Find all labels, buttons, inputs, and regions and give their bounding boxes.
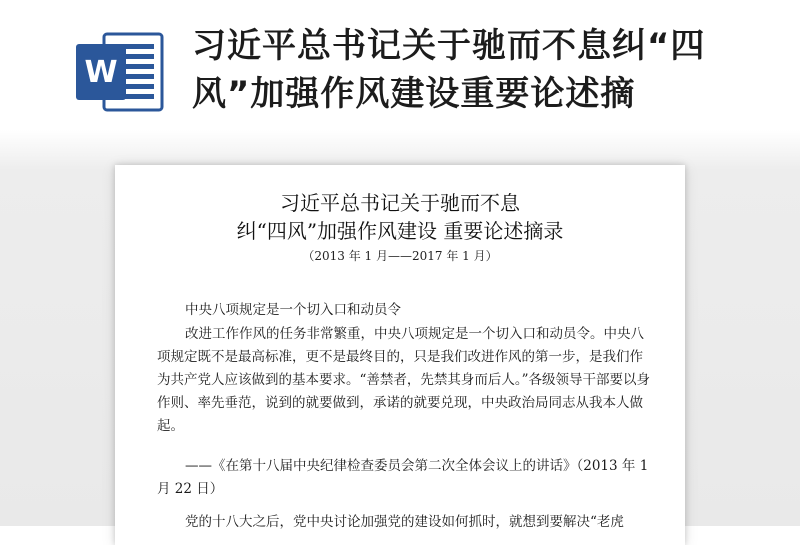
- section-heading: 中央八项规定是一个切入口和动员令: [185, 302, 401, 318]
- paragraph-1: 改进工作作风的任务非常繁重，中央八项规定是一个切入口和动员令。中央八项规定既不是最高标准，更不是最终目的，只是我们改进作风的第一步，是我们作为共产党人应该做到的基本要求。“善禁者，先禁其身而后人。”各级领导干部要以身作则、率先垂范，说到的就要做到，承诺的就要兑现，中央政治局同志从我本人做起。: [157, 326, 651, 434]
- document-file-title: 习近平总书记关于驰而不息纠“四风”加强作风建设重要论述摘: [192, 26, 706, 114]
- document-title-line-2: 纠“四风”加强作风建设 重要论述摘录: [236, 219, 564, 243]
- quote-source: ——《在第十八届中央纪律检查委员会第二次全体会议上的讲话》（2013 年 1 月 22 日）: [157, 458, 649, 497]
- date-range: （2013 年 1 月——2017 年 1 月）: [302, 249, 498, 263]
- header: [0, 0, 800, 140]
- word-icon: [76, 30, 164, 114]
- svg-text:W: W: [84, 55, 118, 90]
- document-page: [115, 165, 685, 545]
- document-title-line-1: 习近平总书记关于驰而不息: [280, 191, 520, 215]
- paragraph-2: 党的十八大之后，党中央讨论加强党的建设如何抓时，就想到要解决“老虎: [185, 514, 624, 530]
